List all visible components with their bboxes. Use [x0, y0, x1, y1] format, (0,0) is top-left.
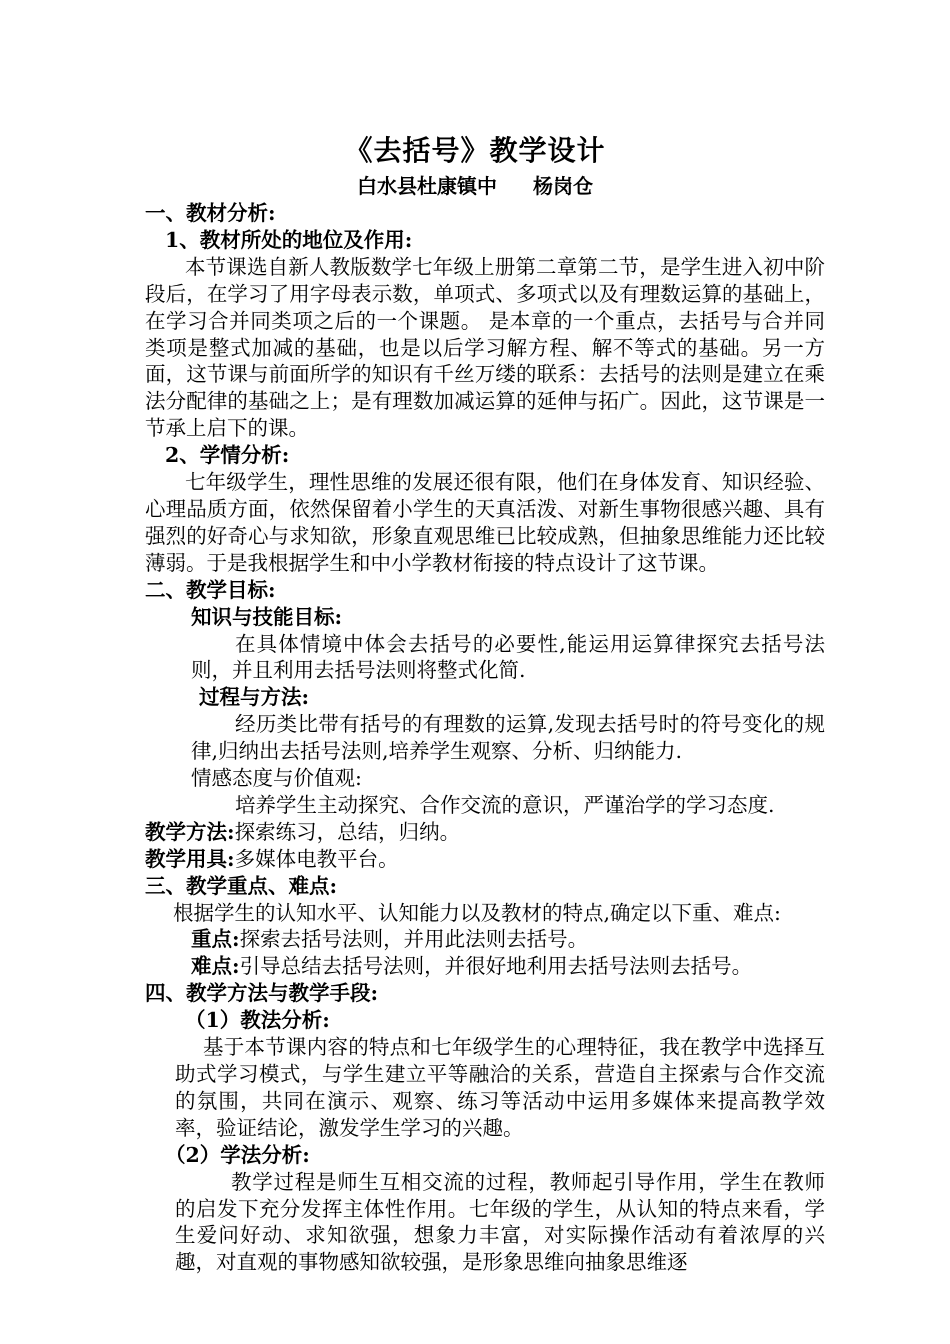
key-point-label: 重点: [191, 927, 240, 952]
tools-text: 多媒体电教平台。 [234, 846, 399, 871]
method-label: 教学方法: [145, 819, 235, 844]
emotion-goal-paragraph: 培养学生主动探究、合作交流的意识，严谨治学的学习态度. [235, 792, 775, 817]
section-1-2-paragraph: 七年级学生，理性思维的发展还很有限，他们在身体发育、知识经验、心理品质方面，依然保留着小学生的天真活泼、对新生事物很感兴趣、具有强烈的好奇心与求知欲，形象直观思维已比较成熟，但抽象思维能力还比较薄弱。于是我根据学生和中小学教材衔接的特点设计了这节课。 [145, 470, 825, 575]
section-4-1-paragraph: 基于本节课内容的特点和七年级学生的心理特征，我在教学中选择互助式学习模式，与学生建立平等融洽的关系，营造自主探索与合作交流的氛围，共同在演示、观察、练习等活动中运用多媒体来提高教学效率，验证结论，激发学生学习的兴趣。 [175, 1035, 825, 1140]
section-4-2-paragraph: 教学过程是师生互相交流的过程，教师起引导作用，学生在教师的启发下充分发挥主体性作用。七年级的学生，从认知的特点来看，学生爱问好动、求知欲强，想象力丰富，对实际操作活动有着浓厚的兴趣，对直观的事物感知欲较强，是形象思维向抽象思维逐 [175, 1169, 825, 1275]
document-body [145, 200, 825, 1276]
section-4-2-heading: （2）学法分析: [165, 1142, 310, 1167]
key-point-line [145, 926, 825, 953]
section-4-heading: 四、教学方法与教学手段: [145, 981, 379, 1006]
section-2-heading: 二、教学目标: [145, 577, 276, 602]
process-goal-paragraph: 经历类比带有括号的有理数的运算,发现去括号时的符号变化的规律,归纳出去括号法则,培养学生观察、分析、归纳能力. [191, 712, 825, 764]
emotion-goal-heading: 情感态度与价值观: [191, 766, 362, 791]
author-name: 杨岗仓 [533, 174, 593, 198]
section-1-2-heading: 2、学情分析: [165, 443, 290, 468]
difficulty-label: 难点: [191, 954, 240, 979]
section-1-heading: 一、教材分析: [145, 201, 276, 225]
tools-label: 教学用具: [145, 846, 235, 871]
section-4-1-heading: （1）教法分析: [185, 1008, 330, 1033]
section-1-1-paragraph: 本节课选自新人教版数学七年级上册第二章第二节，是学生进入初中阶段后，在学习了用字母表示数，单项式、多项式以及有理数运算的基础上，在学习合并同类项之后的一个课题。 是本章的一个重点，去括号与合并同类项是整式加减的基础，也是以后学习解方程、解不等式的基础。另一方面，这节课与前面所学的知识有千丝万缕的联系：去括号的法则是建立在乘法分配律的基础之上；是有理数加减运算的延伸与拓广。因此，这节课是一节承上启下的课。 [145, 254, 825, 441]
author-line [0, 172, 950, 200]
knowledge-goal-paragraph: 在具体情境中体会去括号的必要性,能运用运算律探究去括号法则，并且利用去括号法则将整式化简. [191, 631, 825, 683]
section-1-1-heading: 1、教材所处的地位及作用: [165, 227, 413, 252]
author-school: 白水县杜康镇中 [357, 174, 497, 198]
section-3-heading: 三、教学重点、难点: [145, 873, 338, 898]
method-line [145, 819, 825, 846]
difficulty-line [145, 953, 825, 980]
document-title: 《去括号》教学设计 [344, 134, 606, 167]
process-goal-heading: 过程与方法: [199, 685, 310, 710]
method-text: 探索练习，总结，归纳。 [234, 819, 461, 844]
key-point-text: 探索去括号法则，并用此法则去括号。 [239, 927, 589, 952]
difficulty-text: 引导总结去括号法则，并很好地利用去括号法则去括号。 [239, 954, 753, 979]
section-3-paragraph: 根据学生的认知水平、认知能力以及教材的特点,确定以下重、难点: [173, 900, 781, 925]
knowledge-goal-heading: 知识与技能目标: [191, 604, 343, 629]
tools-line [145, 846, 825, 873]
